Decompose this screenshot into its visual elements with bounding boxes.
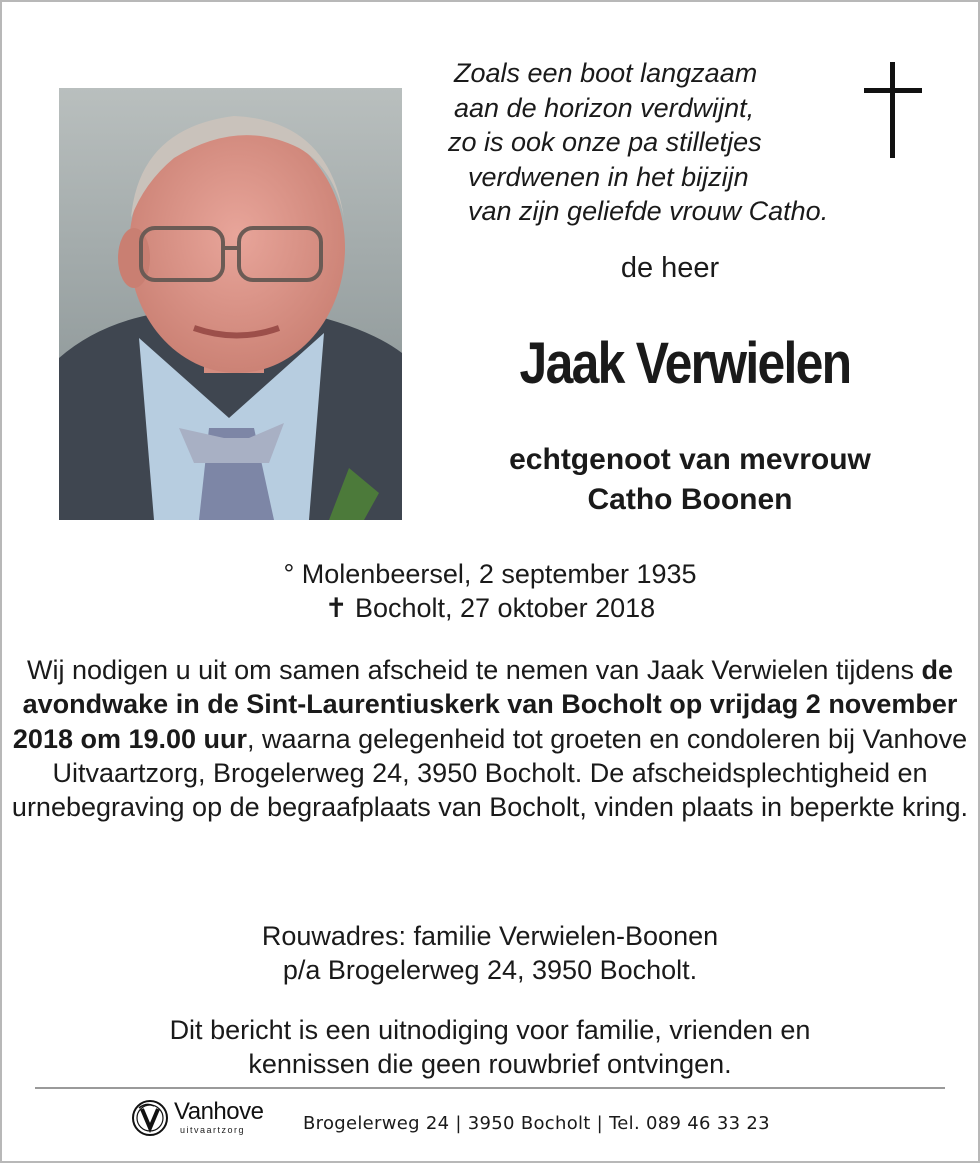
poem-line-1: Zoals een boot langzaam — [454, 58, 758, 88]
deceased-name: Jaak Verwielen — [519, 331, 851, 396]
portrait-photo — [59, 88, 402, 520]
death-date: ✝ Bocholt, 27 oktober 2018 — [324, 593, 656, 623]
vanhove-logo — [130, 1096, 290, 1140]
invitation-intro: Wij nodigen u uit om samen afscheid te nemen van Jaak Verwielen tijdens — [26, 655, 922, 685]
poem-line-2: aan de horizon verdwijnt, — [454, 92, 755, 123]
logo-name: Vanhove — [174, 1098, 264, 1125]
spouse-line-1: echtgenoot van mevrouw — [509, 443, 871, 476]
address-line-1: Rouwadres: familie Verwielen-Boonen — [261, 921, 719, 951]
birth-date: ° Molenbeersel, 2 september 1935 — [283, 559, 697, 589]
poem-line-3: zo is ook onze pa stilletjes — [448, 127, 762, 157]
portrait-illustration — [59, 88, 402, 520]
invitation-emphasis: de avondwake in de Sint-Laurentiuskerk van Bocholt op vrijdag 2 november 2018 om 19.00 uur — [12, 655, 958, 754]
vanhove-logo-icon — [130, 1098, 174, 1138]
footer-contact: Brogelerweg 24 | 3950 Bocholt | Tel. 089 46 33 23 — [303, 1113, 770, 1134]
poem-line-5: van zijn geliefde vrouw Catho. — [468, 196, 829, 226]
notice-line-1: Dit bericht is een uitnodiging voor familie, vrienden en — [169, 1015, 811, 1045]
footer-divider — [35, 1087, 945, 1089]
cross-icon — [864, 62, 922, 158]
invitation-paragraph — [0, 653, 980, 824]
poem-line-4: verdwenen in het bijzijn — [468, 161, 749, 192]
spouse-line-2: Catho Boonen — [587, 483, 793, 516]
mourning-address — [0, 919, 980, 987]
invitation-outro: , waarna gelegenheid tot groeten en condoleren bij Vanhove Uitvaartzorg, Brogelerweg 24, 3950 Bocholt. De afscheidsplechtigheid en urnebegraving op de begraafplaats van Bocholt, vinden plaats in beperkte kring. — [11, 723, 969, 823]
logo-subtitle: uitvaartzorg — [180, 1125, 246, 1135]
address-line-2: p/a Brogelerweg 24, 3950 Bocholt. — [282, 955, 698, 985]
notice-text — [0, 1013, 980, 1081]
salutation: de heer — [620, 252, 720, 284]
notice-line-2: kennissen die geen rouwbrief ontvingen. — [248, 1049, 732, 1079]
poem — [430, 56, 870, 229]
spouse-block — [420, 440, 960, 520]
dates-block — [0, 557, 980, 625]
